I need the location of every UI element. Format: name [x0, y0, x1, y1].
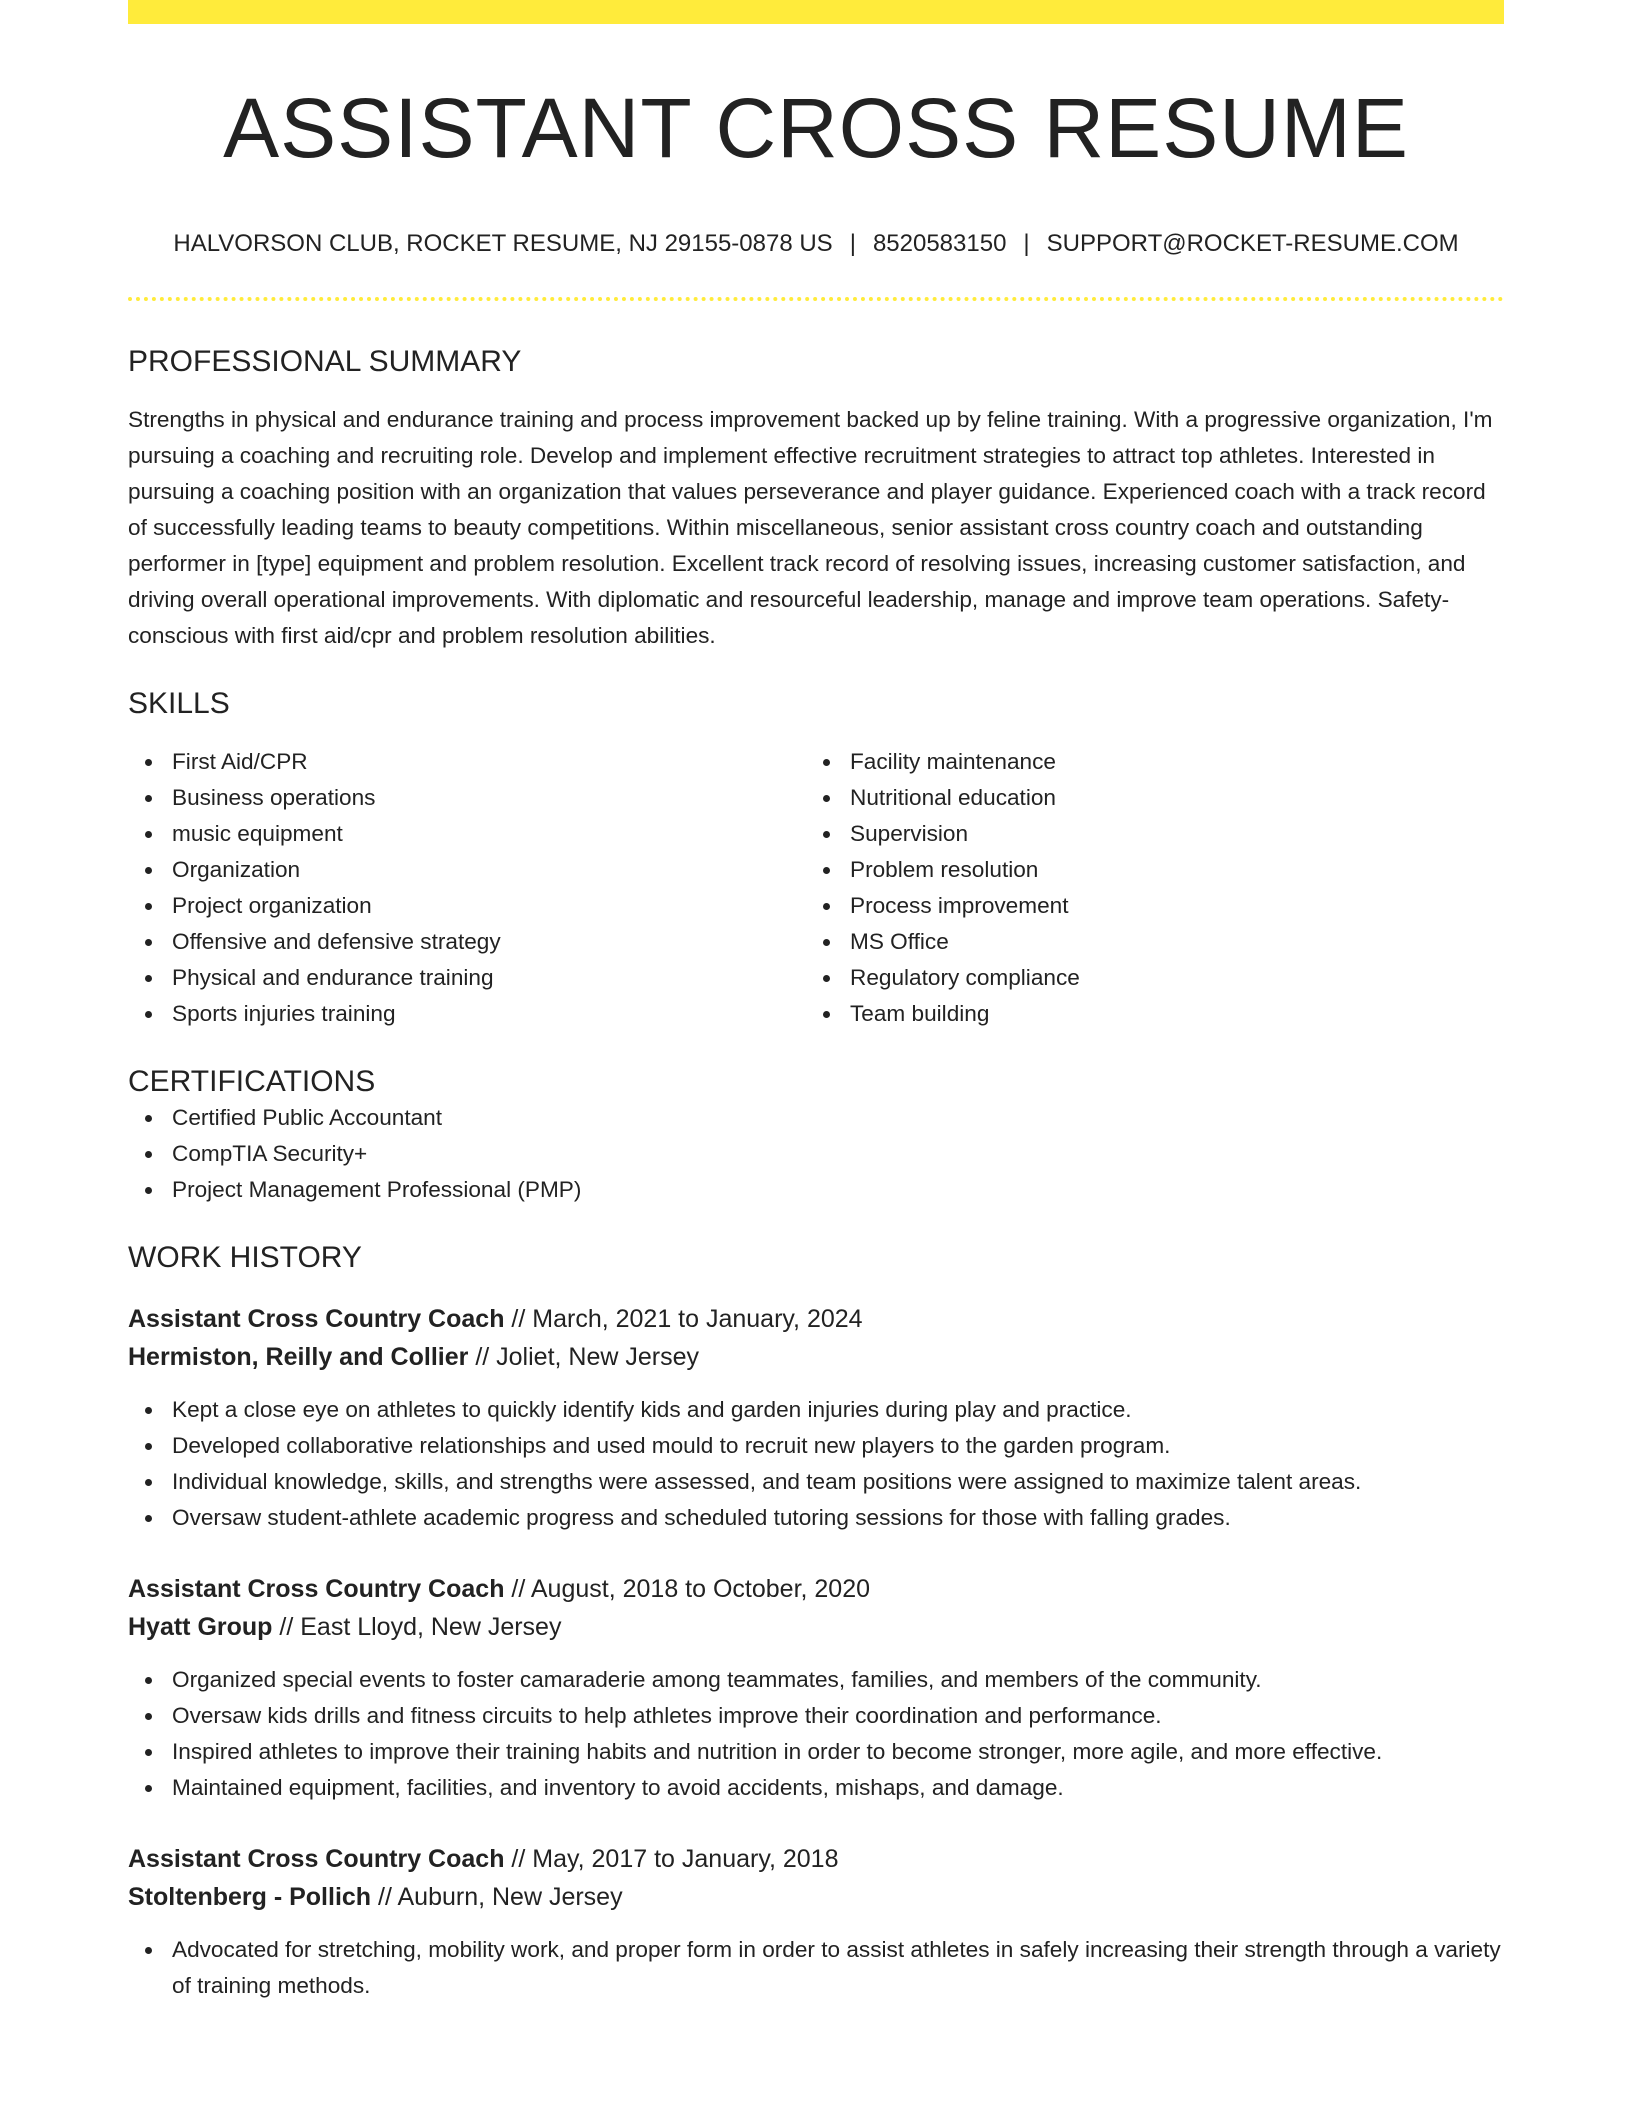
- skill-item: Facility maintenance: [850, 744, 1484, 780]
- contact-line: [128, 230, 1504, 259]
- section-title-certifications: CERTIFICATIONS: [128, 1065, 376, 1099]
- job-location: // East Lloyd, New Jersey: [279, 1613, 562, 1642]
- job-bullets: [128, 1662, 1504, 1806]
- job-company: Hyatt Group: [128, 1613, 273, 1642]
- job-entry: [128, 1840, 1504, 2004]
- job-role: Assistant Cross Country Coach: [128, 1305, 505, 1334]
- job-bullets: [128, 1932, 1504, 2004]
- certification-item: Certified Public Accountant: [172, 1100, 1504, 1136]
- skills-column-right: [806, 744, 1484, 1032]
- job-company: Hermiston, Reilly and Collier: [128, 1343, 469, 1372]
- dotted-divider: [128, 297, 1504, 301]
- job-company-line: [128, 1608, 1504, 1646]
- section-title-work-history: WORK HISTORY: [128, 1241, 362, 1275]
- job-role: Assistant Cross Country Coach: [128, 1575, 505, 1604]
- contact-address: HALVORSON CLUB, ROCKET RESUME, NJ 29155-0878 US: [173, 230, 833, 258]
- certifications-section: [128, 1064, 1504, 1208]
- jobs-container: [128, 1300, 1504, 2004]
- skills-list-left: [128, 744, 806, 1032]
- accent-top-bar: [128, 0, 1504, 24]
- job-entry: [128, 1570, 1504, 1806]
- contact-email[interactable]: SUPPORT@ROCKET-RESUME.COM: [1046, 230, 1459, 258]
- skill-item: MS Office: [850, 924, 1484, 960]
- certification-item: Project Management Professional (PMP): [172, 1172, 1504, 1208]
- skills-grid: [128, 744, 1504, 1032]
- skills-section: [128, 686, 1504, 1032]
- summary-text: Strengths in physical and endurance training and process improvement backed up by feline training. With a progressive organization, I'm pursuing a coaching and recruiting role. Develop and implement effective recruitment strategies to attract top athletes. Interested in pursuing a coaching position with an organization that values perseverance and player guidance. Experienced coach with a track record of successfully leading teams to beauty competitions. Within miscellaneous, senior assistant cross country coach and outstanding performer in [type] equipment and problem resolution. Excellent track record of resolving issues, increasing customer satisfaction, and driving overall operational improvements. With diplomatic and resourceful leadership, manage and improve team operations. Safety-conscious with first aid/cpr and problem resolution abilities.: [128, 407, 1493, 649]
- summary-section: [128, 344, 1504, 654]
- contact-phone: 8520583150: [872, 230, 1007, 258]
- job-bullets: [128, 1392, 1504, 1536]
- job-dates: // August, 2018 to October, 2020: [511, 1575, 871, 1604]
- job-bullet: Organized special events to foster camaraderie among teammates, families, and members of the community.: [172, 1662, 1504, 1698]
- job-dates: // May, 2017 to January, 2018: [511, 1845, 839, 1874]
- skill-item: Process improvement: [850, 888, 1484, 924]
- job-title-line: [128, 1570, 1504, 1608]
- job-title-line: [128, 1840, 1504, 1878]
- skill-item: Organization: [172, 852, 806, 888]
- skill-item: Team building: [850, 996, 1484, 1032]
- skill-item: Sports injuries training: [172, 996, 806, 1032]
- section-title-summary: PROFESSIONAL SUMMARY: [128, 345, 522, 379]
- skills-column-left: [128, 744, 806, 1032]
- job-bullet: Individual knowledge, skills, and strengths were assessed, and team positions were assigned to maximize talent areas.: [172, 1464, 1504, 1500]
- job-company-line: [128, 1878, 1504, 1916]
- job-dates: // March, 2021 to January, 2024: [511, 1305, 863, 1334]
- skill-item: Problem resolution: [850, 852, 1484, 888]
- job-bullet: Oversaw kids drills and fitness circuits to help athletes improve their coordination and performance.: [172, 1698, 1504, 1734]
- job-title-line: [128, 1300, 1504, 1338]
- resume-page: [128, 0, 1504, 2004]
- contact-separator: |: [849, 230, 856, 258]
- skill-item: Regulatory compliance: [850, 960, 1484, 996]
- certification-item: CompTIA Security+: [172, 1136, 1504, 1172]
- skills-list-right: [806, 744, 1484, 1032]
- job-bullet: Developed collaborative relationships and used mould to recruit new players to the garden program.: [172, 1428, 1504, 1464]
- job-entry: [128, 1300, 1504, 1536]
- job-bullet: Oversaw student-athlete academic progress and scheduled tutoring sessions for those with falling grades.: [172, 1500, 1504, 1536]
- job-location: // Joliet, New Jersey: [475, 1343, 699, 1372]
- contact-separator: |: [1023, 230, 1030, 258]
- skill-item: music equipment: [172, 816, 806, 852]
- skill-item: Nutritional education: [850, 780, 1484, 816]
- skill-item: Business operations: [172, 780, 806, 816]
- job-bullet: Maintained equipment, facilities, and inventory to avoid accidents, mishaps, and damage.: [172, 1770, 1504, 1806]
- skill-item: Offensive and defensive strategy: [172, 924, 806, 960]
- job-bullet: Advocated for stretching, mobility work, and proper form in order to assist athletes in safely increasing their strength through a variety of training methods.: [172, 1932, 1504, 2004]
- job-bullet: Inspired athletes to improve their training habits and nutrition in order to become stronger, more agile, and more effective.: [172, 1734, 1504, 1770]
- work-history-section: [128, 1240, 1504, 2004]
- skill-item: Physical and endurance training: [172, 960, 806, 996]
- section-title-skills: SKILLS: [128, 687, 230, 721]
- skill-item: Project organization: [172, 888, 806, 924]
- skill-item: Supervision: [850, 816, 1484, 852]
- certifications-list: [128, 1100, 1504, 1208]
- job-company-line: [128, 1338, 1504, 1376]
- resume-name: ASSISTANT CROSS RESUME: [223, 81, 1409, 175]
- skill-item: First Aid/CPR: [172, 744, 806, 780]
- job-bullet: Kept a close eye on athletes to quickly identify kids and garden injuries during play and practice.: [172, 1392, 1504, 1428]
- job-location: // Auburn, New Jersey: [378, 1883, 623, 1912]
- job-role: Assistant Cross Country Coach: [128, 1845, 505, 1874]
- job-company: Stoltenberg - Pollich: [128, 1883, 372, 1912]
